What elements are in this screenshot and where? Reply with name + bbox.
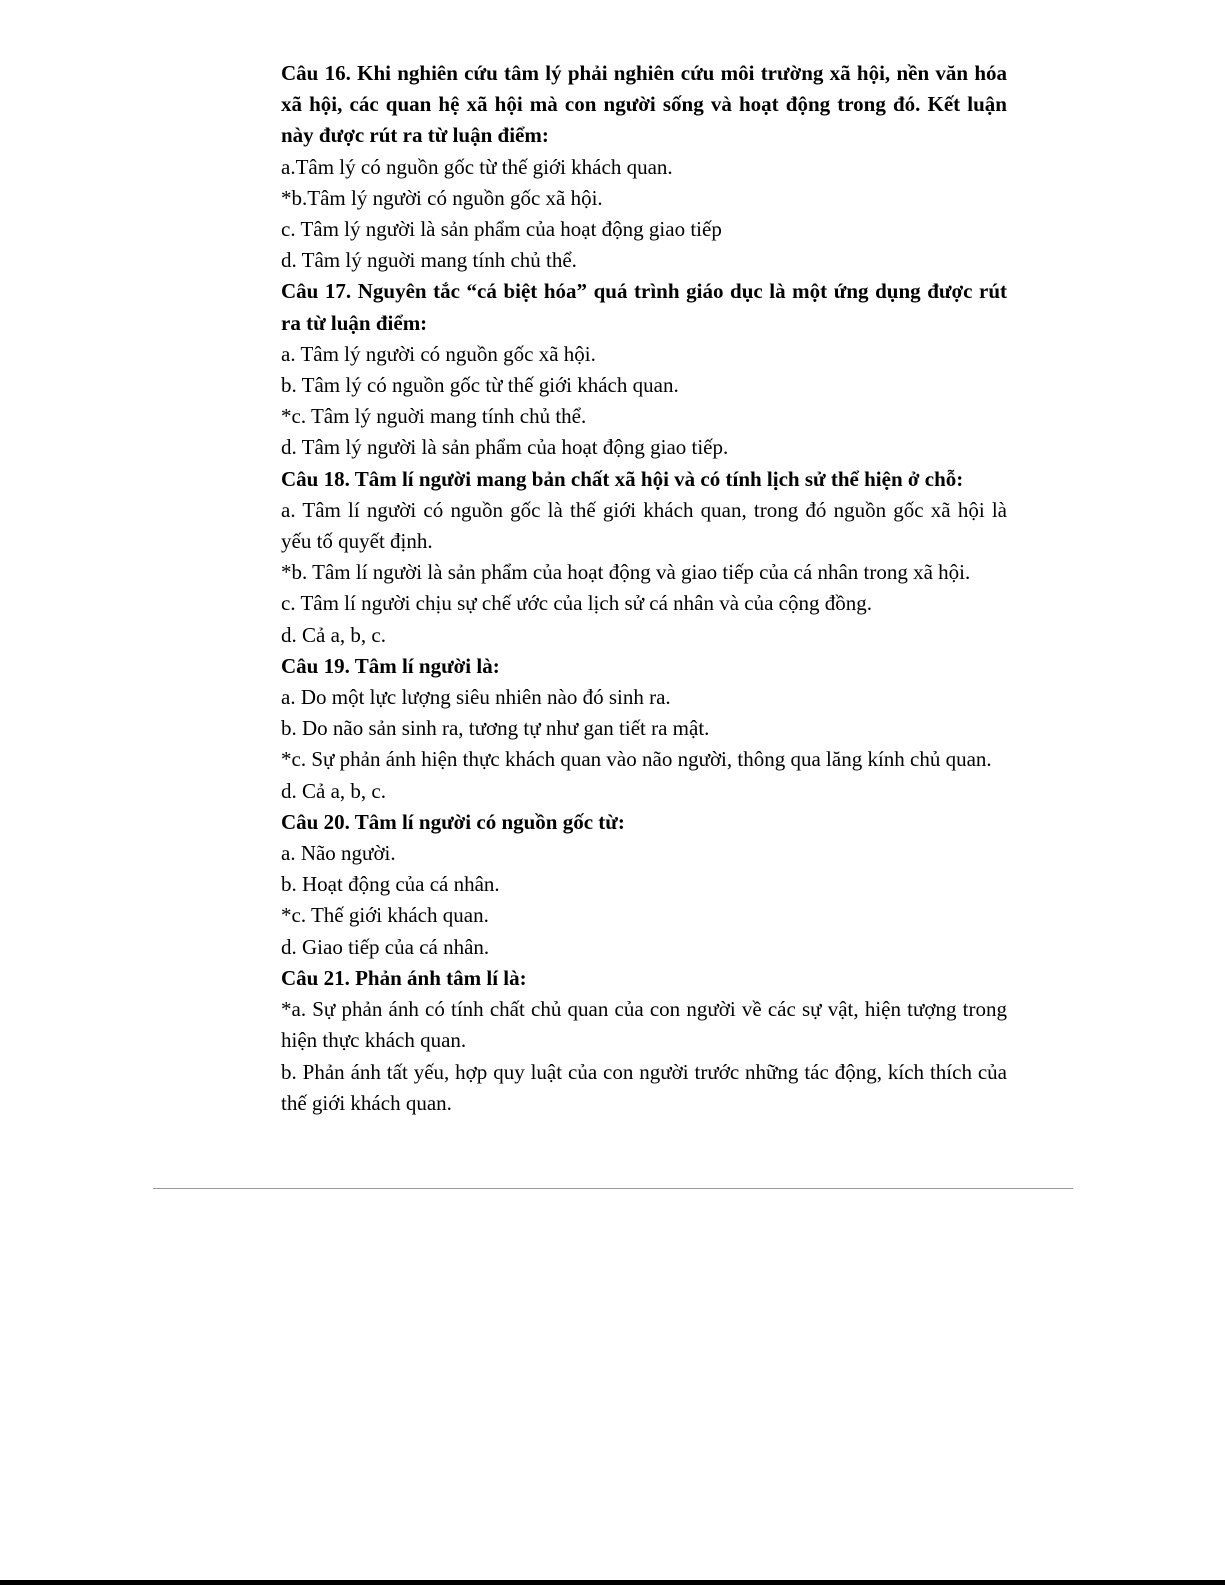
answer-option: a. Não người. <box>281 841 396 866</box>
page-divider <box>153 1188 1073 1189</box>
question-prompt: Câu 20. Tâm lí người có nguồn gốc từ: <box>281 809 625 834</box>
question-20 <box>281 807 1007 963</box>
question-16 <box>281 58 1007 276</box>
question-prompt: Câu 18. Tâm lí người mang bản chất xã hội và có tính lịch sử thể hiện ở chỗ: <box>281 466 964 491</box>
answer-option: b. Tâm lý có nguồn gốc từ thế giới khách quan. <box>281 373 679 398</box>
answer-option: c. Tâm lí người chịu sự chế ước của lịch sử cá nhân và của cộng đồng. <box>281 591 873 616</box>
answer-option: b. Phản ánh tất yếu, hợp quy luật của con người trước những tác động, kích thích của thế giới khách quan. <box>281 1059 1007 1115</box>
answer-option: *b. Tâm lí người là sản phẩm của hoạt động và giao tiếp của cá nhân trong xã hội. <box>281 560 971 585</box>
question-18 <box>281 464 1007 651</box>
answer-option: *a. Sự phản ánh có tính chất chủ quan của con người về các sự vật, hiện tượng trong hiện thực khách quan. <box>281 997 1007 1053</box>
question-prompt: Câu 21. Phản ánh tâm lí là: <box>281 965 527 990</box>
answer-option: a. Tâm lí người có nguồn gốc là thế giới khách quan, trong đó nguồn gốc xã hội là yếu tố quyết định. <box>281 497 1007 554</box>
answer-option: *b.Tâm lý người có nguồn gốc xã hội. <box>281 185 603 210</box>
answer-option: d. Cả a, b, c. <box>281 622 386 647</box>
question-17 <box>281 276 1007 463</box>
answer-option: *c. Tâm lý nguời mang tính chủ thể. <box>281 404 587 429</box>
answer-option: *c. Sự phản ánh hiện thực khách quan vào não người, thông qua lăng kính chủ quan. <box>281 747 992 772</box>
bottom-edge-bar <box>0 1580 1225 1585</box>
answer-option: a.Tâm lý có nguồn gốc từ thế giới khách quan. <box>281 154 673 179</box>
answer-option: d. Giao tiếp của cá nhân. <box>281 934 490 959</box>
question-19 <box>281 651 1007 807</box>
answer-option: a. Tâm lý người có nguồn gốc xã hội. <box>281 341 596 366</box>
question-prompt: Câu 16. Khi nghiên cứu tâm lý phải nghiên cứu môi trường xã hội, nền văn hóa xã hội, các quan hệ xã hội mà con người sống và hoạt động trong đó. Kết luận này được rút ra từ luận điểm: <box>281 61 1007 148</box>
answer-option: d. Tâm lý nguời mang tính chủ thể. <box>281 248 577 273</box>
answer-option: *c. Thế giới khách quan. <box>281 903 489 928</box>
question-prompt: Câu 19. Tâm lí người là: <box>281 653 500 678</box>
answer-option: c. Tâm lý người là sản phẩm của hoạt động giao tiếp <box>281 217 722 242</box>
answer-option: d. Tâm lý người là sản phẩm của hoạt động giao tiếp. <box>281 435 729 460</box>
question-21 <box>281 963 1007 1119</box>
answer-option: d. Cả a, b, c. <box>281 778 386 803</box>
answer-option: b. Do não sản sinh ra, tương tự như gan tiết ra mật. <box>281 716 710 741</box>
document-page-content <box>281 58 1007 1119</box>
question-prompt: Câu 17. Nguyên tắc “cá biệt hóa” quá trình giáo dục là một ứng dụng được rút ra từ luận điểm: <box>281 279 1007 335</box>
answer-option: b. Hoạt động của cá nhân. <box>281 872 500 897</box>
answer-option: a. Do một lực lượng siêu nhiên nào đó sinh ra. <box>281 685 671 710</box>
